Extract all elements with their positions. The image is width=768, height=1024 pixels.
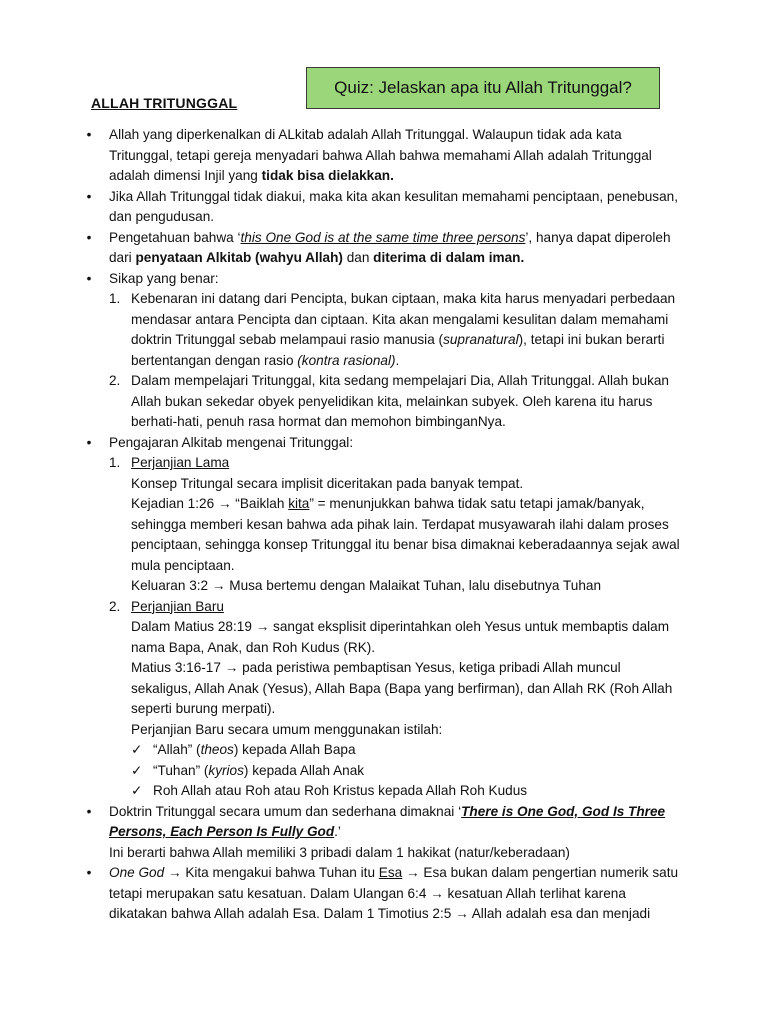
verse-ref: 1 Timotius 2:5 [366,906,452,921]
arrow-icon: → [217,496,232,511]
check-icon: ✓ [131,762,143,778]
italic-text: supranatural [443,332,519,347]
paragraph-text: sangat eksplisit diperintahkan oleh Yesus untuk membaptis dalam nama Bapa, Anak, dan Roh Kudus (RK). [131,619,670,655]
arrow-icon: → [455,906,469,921]
italic-text: (kontra rasional) [297,352,396,368]
arrow-icon: → [224,660,239,675]
verse-ref: Matius 3:16-17 [131,660,221,675]
arrow-icon: → [167,865,182,880]
paragraph-text: ” = menunjukkan bahwa tidak satu tetapi jamak/banyak, sehingga memberi kesan bahwa ada pihak lain. Terdapat musyawarah ilahi dalam proses penciptaan, sehingga konsep Tritunggal itu benar bisa dimaknai keberadaannya sejak awal mula penciptaan. [131,496,680,573]
paragraph-text: Musa bertemu dengan Malaikat Tuhan, lalu disebutnya Tuhan [225,578,602,593]
bullet-icon: • [86,188,92,204]
paragraph-text: .’ [334,824,341,839]
paragraph-text: Doktrin Tritunggal secara umum dan sederhana dimaknai ‘ [109,803,462,819]
arrow-icon: → [406,865,420,880]
bullet-item [82,802,682,864]
paragraph-text: Dalam [131,619,175,634]
paragraph-text: Pengajaran Alkitab mengenai Tritunggal: [109,434,354,450]
check-icon: ✓ [131,783,143,798]
page-title: ALLAH TRITUNGGAL [91,95,238,111]
paragraph-text: Kebenaran ini datang dari Pencipta, bukan ciptaan, maka kita harus menyadari perbedaan mendasar antara Pencipta dan ciptaan. Kita akan mengalami kesulitan dalam memahami doktrin Tritunggal sebab melampaui rasio manusia ( [131,291,676,347]
check-item [131,761,682,782]
paragraph-text: kesatuan Allah terlihat karena dikatakan bahwa Allah adalah Esa. Dalam [109,885,626,921]
numbered-item [109,289,682,371]
paragraph-text: pada peristiwa pembaptisan Yesus, ketiga pribadi Allah muncul sekaligus, Allah Anak (Yesus), Allah Bapa (Bapa yang berfirman), dan Allah RK (Roh Allah seperti burung merpati). [131,660,673,716]
quote-text: There is One God, God Is Three Persons, Each Person Is Fully God [109,803,666,839]
emphasis-text: penyataan Alkitab (wahyu Allah) [135,250,343,265]
paragraph-text: Esa bukan dalam pengertian numerik satu tetapi merupakan satu kesatuan. Dalam [109,865,679,901]
verse-ref: Kejadian 1:26 [131,496,215,511]
section-heading: Perjanjian Lama [131,455,230,470]
item-number: 1. [109,455,121,470]
section-heading: Perjanjian Baru [131,598,224,614]
bullet-item [82,433,682,802]
paragraph-text: dan [342,250,374,265]
numbered-item [109,597,682,802]
quote-text: this One God is at the same time three persons [240,229,526,245]
bullet-item [82,125,682,187]
quiz-text: Quiz: Jelaskan apa itu Allah Tritunggal? [334,78,632,97]
verse-ref: Keluaran 3:2 [131,578,209,593]
bullet-icon: • [86,229,92,245]
paragraph-text: ) kepada Allah Anak [243,762,365,778]
paragraph-text: Perjanjian Baru secara umum menggunakan istilah: [131,721,443,737]
paragraph-text: . [395,352,400,368]
underlined-text: Esa [378,865,403,880]
numbered-item [109,453,682,597]
paragraph-text: Pengetahuan bahwa ‘ [109,229,241,245]
bullet-item [82,187,682,228]
paragraph-text: Jika Allah Tritunggal tidak diakui, maka kita akan kesulitan memahami penciptaan, penebusan, dan pengudusan. [109,188,679,224]
item-number: 1. [109,291,121,306]
document-body [82,125,682,925]
paragraph-text: ), tetapi ini bukan berarti bertentangan dengan rasio [131,332,665,368]
italic-text: theos [200,742,234,757]
bullet-icon: • [86,434,92,450]
underlined-text: kita [288,496,310,511]
verse-ref: Ulangan 6:4 [353,885,427,901]
italic-text: kyrios [208,762,244,778]
item-number: 2. [109,373,121,388]
bullet-icon: • [86,127,92,142]
arrow-icon: → [255,619,270,634]
paragraph-text: Allah yang diperkenalkan di ALkitab adalah Allah Tritunggal. Walaupun tidak ada kata Tritunggal, tetapi gereja menyadari bahwa Allah bahwa memahami Allah adalah Tritunggal adalah dimensi Injil yang [109,127,652,183]
item-number: 2. [109,598,121,614]
italic-text: One God [109,865,165,880]
paragraph-text: Roh Allah atau Roh atau Roh Kristus kepada Allah Roh Kudus [153,783,528,798]
bullet-item [82,228,682,269]
paragraph-text: Konsep Tritungal secara implisit diceritakan pada banyak tempat. [131,475,524,491]
check-item [131,781,682,802]
emphasis-text: diterima di dalam iman. [373,250,525,265]
emphasis-text: tidak bisa dielakkan. [261,168,394,183]
numbered-item [109,371,682,433]
paragraph-text: ) kepada Allah Bapa [233,742,356,757]
paragraph-text: “Tuhan” ( [153,762,209,778]
bullet-icon: • [86,865,92,880]
paragraph-text: “Allah” ( [153,742,201,757]
paragraph-text: Kita mengakui bahwa Tuhan itu [181,865,379,880]
check-item [131,740,682,761]
arrow-icon: → [430,885,444,901]
paragraph-text: Ini berarti bahwa Allah memiliki 3 pribadi dalam 1 hakikat (natur/keberadaan) [109,844,570,860]
verse-ref: Matius 28:19 [174,619,252,634]
paragraph-text: Sikap yang benar: [109,270,219,286]
paragraph-text: Allah adalah esa dan menjadi [468,906,651,921]
bullet-icon: • [86,270,92,286]
paragraph-text: ’, hanya dapat diperoleh dari [109,229,671,265]
bullet-icon: • [86,803,92,819]
bullet-item [82,269,682,433]
paragraph-text: “Baiklah [231,496,289,511]
quiz-box [306,67,660,109]
bullet-item [82,863,682,925]
paragraph-text: Dalam mempelajari Tritunggal, kita sedang mempelajari Dia, Allah Tritunggal. Allah bukan Allah bukan sekedar obyek penyelidikan kita, melainkan subyek. Oleh karena itu harus berhati-hati, penuh rasa hormat dan memohon bimbinganNya. [131,373,669,429]
check-icon: ✓ [131,742,143,757]
arrow-icon: → [211,578,226,593]
